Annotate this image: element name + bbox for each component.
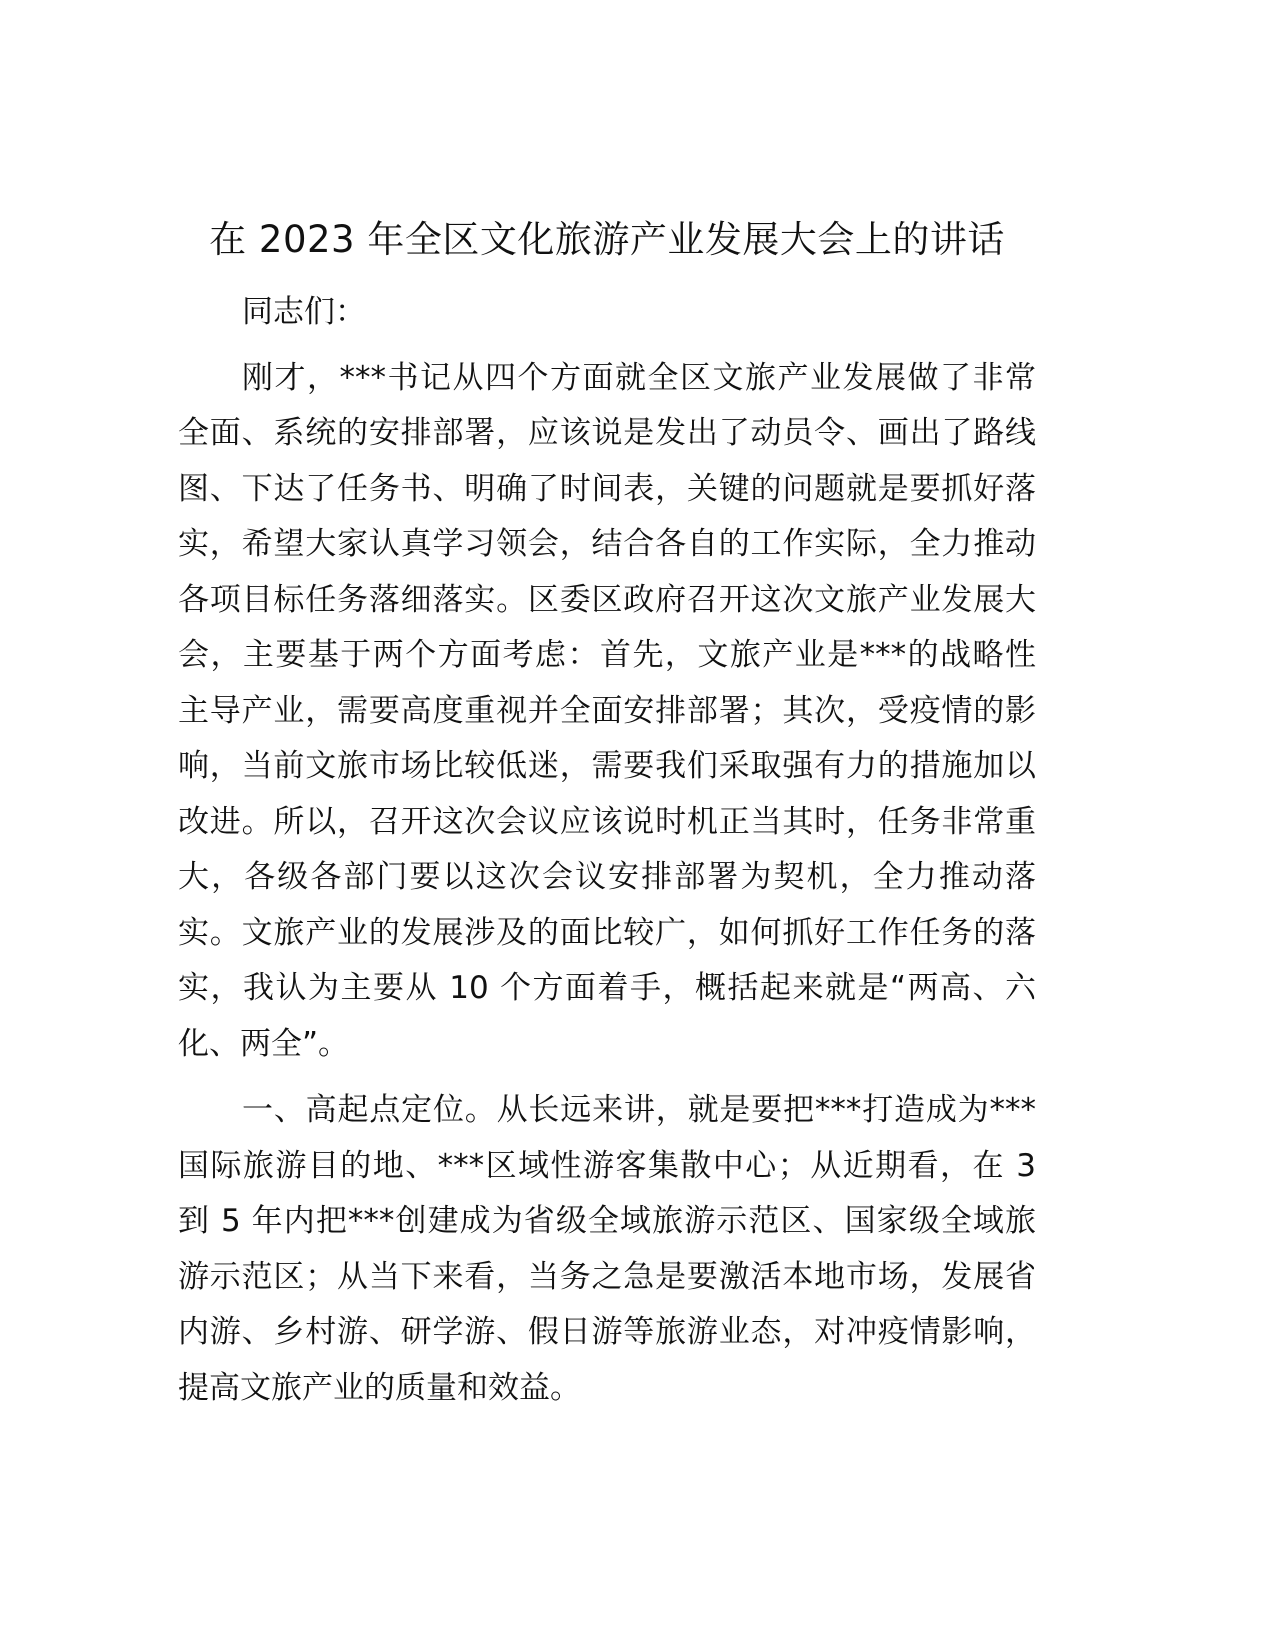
paragraph-line: 响，当前文旅市场比较低迷，需要我们采取强有力的措施加以: [178, 748, 1036, 784]
paragraph-line: 游示范区；从当下来看，当务之急是要激活本地市场，发展省: [178, 1259, 1036, 1295]
paragraph-line: 实，我认为主要从 10 个方面着手，概括起来就是“两高、六: [178, 970, 1036, 1006]
paragraph-line: 实，希望大家认真学习领会，结合各自的工作实际，全力推动: [178, 526, 1036, 562]
paragraph-line: 会，主要基于两个方面考虑：首先，文旅产业是***的战略性: [178, 637, 1036, 673]
paragraph-line: 全面、系统的安排部署，应该说是发出了动员令、画出了路线: [178, 415, 1036, 451]
paragraph-line: 一、高起点定位。从长远来讲，就是要把***打造成为***: [242, 1092, 1036, 1128]
paragraph-line: 国际旅游目的地、***区域性游客集散中心；从近期看，在 3: [178, 1148, 1036, 1184]
paragraph-line: 主导产业，需要高度重视并全面安排部署；其次，受疫情的影: [178, 693, 1036, 729]
paragraph-line: 各项目标任务落细落实。区委区政府召开这次文旅产业发展大: [178, 582, 1036, 618]
paragraph-line: 图、下达了任务书、明确了时间表，关键的问题就是要抓好落: [178, 471, 1036, 507]
paragraph-line: 化、两全”。: [178, 1026, 350, 1062]
paragraph-line: 实。文旅产业的发展涉及的面比较广，如何抓好工作任务的落: [178, 915, 1036, 951]
paragraph-line: 大，各级各部门要以这次会议安排部署为契机，全力推动落: [178, 859, 1036, 895]
paragraph-line: 改进。所以，召开这次会议应该说时机正当其时，任务非常重: [178, 804, 1036, 840]
document-title: 在 2023 年全区文化旅游产业发展大会上的讲话: [209, 218, 1005, 261]
salutation: 同志们：: [242, 294, 366, 330]
paragraph-line: 到 5 年内把***创建成为省级全域旅游示范区、国家级全域旅: [178, 1203, 1036, 1239]
paragraph-line: 刚才，***书记从四个方面就全区文旅产业发展做了非常: [242, 360, 1036, 396]
paragraph-line: 提高文旅产业的质量和效益。: [178, 1370, 581, 1406]
paragraph-line: 内游、乡村游、研学游、假日游等旅游业态，对冲疫情影响，: [178, 1314, 1036, 1350]
